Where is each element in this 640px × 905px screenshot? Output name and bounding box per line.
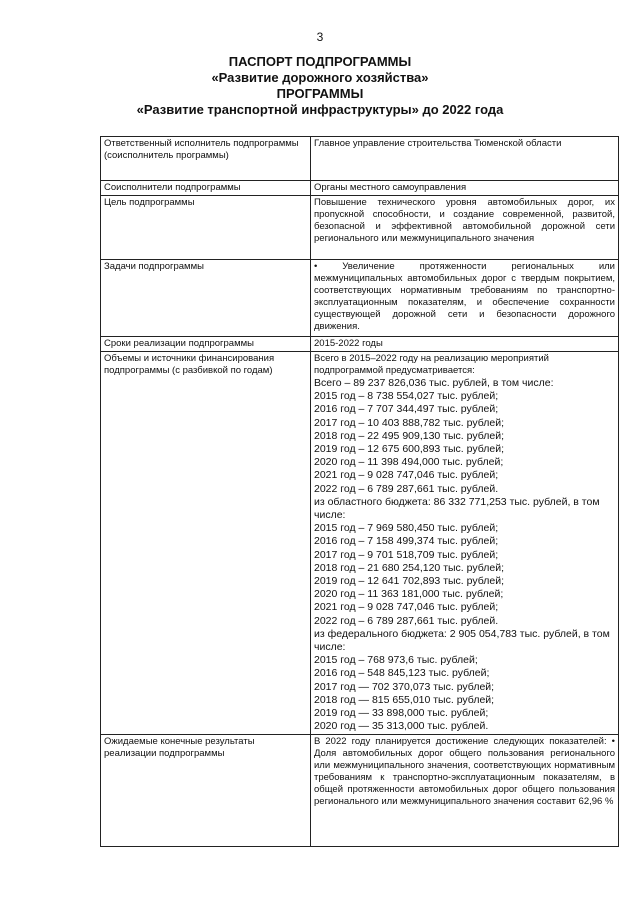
funding-intro: Всего в 2015–2022 году на реализацию мероприятий подпрограммой предусматривается: bbox=[314, 353, 549, 376]
funding-federal-year: 2015 год – 768 973,6 тыс. рублей; bbox=[314, 654, 478, 667]
row-label-tasks: Задачи подпрограммы bbox=[101, 260, 311, 337]
title-line: ПРОГРАММЫ bbox=[276, 86, 364, 101]
row-value-results: В 2022 году планируется достижение следующих показателей: • Доля автомобильных дорог общего пользования регионального или межмуниципального значения, соответствующих нормативным требованиям к транспортно-эксплуатационным показателям, в общей протяженности автомобильных дорог общего пользования регионального или межмуниципального значения составит 62,96 % bbox=[311, 735, 619, 847]
funding-total: Всего – 89 237 826,036 тыс. рублей, в том числе: bbox=[314, 377, 554, 389]
funding-regional-year: 2015 год – 7 969 580,450 тыс. рублей; bbox=[314, 522, 499, 535]
row-value-executor: Главное управление строительства Тюменской области bbox=[311, 137, 619, 181]
row-value-funding bbox=[311, 352, 619, 735]
table-row bbox=[101, 735, 619, 847]
funding-total-year: 2022 год – 6 789 287,661 тыс. рублей. bbox=[314, 482, 499, 495]
title-line: ПАСПОРТ ПОДПРОГРАММЫ bbox=[228, 54, 412, 69]
funding-total-year: 2016 год – 7 707 344,497 тыс. рублей; bbox=[314, 403, 499, 416]
table-row bbox=[101, 352, 619, 735]
funding-total-year: 2017 год – 10 403 888,782 тыс. рублей; bbox=[314, 416, 505, 429]
funding-total-year: 2021 год – 9 028 747,046 тыс. рублей; bbox=[314, 469, 499, 482]
funding-federal-year: 2020 год — 35 313,000 тыс. рублей. bbox=[314, 720, 489, 733]
funding-federal-year: 2019 год — 33 898,000 тыс. рублей; bbox=[314, 707, 489, 720]
table-row bbox=[101, 260, 619, 337]
row-label-period: Сроки реализации подпрограммы bbox=[101, 337, 311, 352]
row-label-executor: Ответственный исполнитель подпрограммы (соисполнитель программы) bbox=[101, 137, 311, 181]
passport-table bbox=[100, 136, 619, 847]
funding-federal-year: 2016 год – 548 845,123 тыс. рублей; bbox=[314, 667, 490, 680]
funding-federal-year: 2017 год — 702 370,073 тыс. рублей; bbox=[314, 680, 495, 693]
funding-regional-year: 2017 год – 9 701 518,709 тыс. рублей; bbox=[314, 548, 499, 561]
row-label-funding: Объемы и источники финансирования подпрограммы (с разбивкой по годам) bbox=[101, 352, 311, 735]
table-row bbox=[101, 337, 619, 352]
page-number: 3 bbox=[316, 30, 324, 44]
row-value-co-executors: Органы местного самоуправления bbox=[311, 181, 619, 196]
funding-regional-year: 2016 год – 7 158 499,374 тыс. рублей; bbox=[314, 535, 499, 548]
funding-regional-year: 2018 год – 21 680 254,120 тыс. рублей; bbox=[314, 561, 505, 574]
funding-total-year: 2020 год – 11 398 494,000 тыс. рублей; bbox=[314, 456, 504, 469]
row-value-period: 2015-2022 годы bbox=[311, 337, 619, 352]
table-row bbox=[101, 196, 619, 260]
funding-federal: из федерального бюджета: 2 905 054,783 тыс. рублей, в том числе: bbox=[314, 627, 610, 654]
row-value-tasks: • Увеличение протяженности региональных или межмуниципальных автомобильных дорог с твердым покрытием, соответствующих нормативным требованиям по транспортно-эксплуатационным показателям, и обеспечение сохранности существующей дорожной сети и безопасности дорожного движения. bbox=[311, 260, 619, 337]
funding-regional-year: 2021 год – 9 028 747,046 тыс. рублей; bbox=[314, 601, 499, 614]
title-line: «Развитие транспортной инфраструктуры» до 2022 года bbox=[136, 102, 504, 117]
funding-total-year: 2019 год – 12 675 600,893 тыс. рублей; bbox=[314, 443, 505, 456]
document-title bbox=[60, 54, 580, 118]
title-line: «Развитие дорожного хозяйства» bbox=[211, 70, 429, 85]
table-row bbox=[101, 137, 619, 181]
table-row bbox=[101, 181, 619, 196]
funding-regional-year: 2022 год – 6 789 287,661 тыс. рублей. bbox=[314, 614, 499, 627]
funding-total-year: 2015 год – 8 738 554,027 тыс. рублей; bbox=[314, 390, 499, 403]
funding-total-year: 2018 год – 22 495 909,130 тыс. рублей; bbox=[314, 429, 505, 442]
funding-regional-year: 2019 год – 12 641 702,893 тыс. рублей; bbox=[314, 575, 505, 588]
row-label-co-executors: Соисполнители подпрограммы bbox=[101, 181, 311, 196]
row-label-goal: Цель подпрограммы bbox=[101, 196, 311, 260]
funding-federal-year: 2018 год — 815 655,010 тыс. рублей; bbox=[314, 693, 495, 706]
row-label-results: Ожидаемые конечные результаты реализации подпрограммы bbox=[101, 735, 311, 847]
funding-regional: из областного бюджета: 86 332 771,253 тыс. рублей, в том числе: bbox=[314, 495, 600, 522]
row-value-goal: Повышение технического уровня автомобильных дорог, их пропускной способности, и создание современной, развитой, безопасной и эффективной автомобильной дорожной сети регионального или межмуниципального значения bbox=[311, 196, 619, 260]
funding-regional-year: 2020 год – 11 363 181,000 тыс. рублей; bbox=[314, 588, 504, 601]
